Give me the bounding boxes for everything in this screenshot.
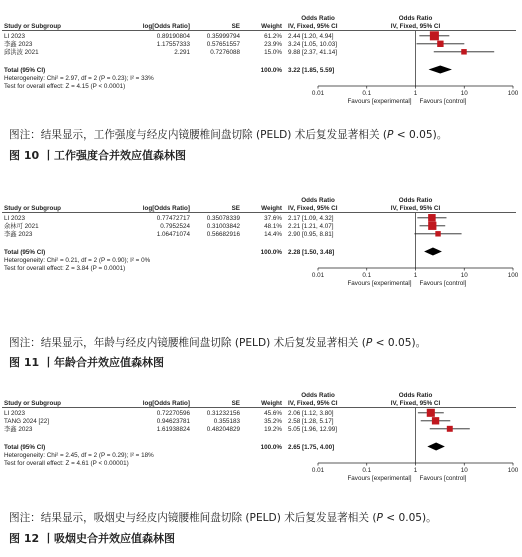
tick-label: 100 [507,90,519,97]
overall-effect: Test for overall effect: Z = 3.84 (P = 0.0001) [4,265,126,272]
study-log-or: 1.17557333 [156,41,190,48]
study-se: 0.31003842 [206,223,240,230]
pooled-diamond [424,248,442,256]
study-log-or: 1.06471074 [156,231,190,238]
heterogeneity: Heterogeneity: Chi² = 0.21, df = 2 (P = 0.90); I² = 0% [4,257,151,264]
caption-11 [9,336,514,351]
caption-p: P [387,129,394,141]
heterogeneity: Heterogeneity: Chi² = 2.97, df = 2 (P = 0.23); I² = 33% [4,75,154,82]
study-log-or: 0.89190804 [156,33,190,40]
study-name: TANG 2024 [22] [4,418,50,425]
study-se: 0.355183 [213,418,240,425]
study-ci: 2.17 [1.09, 4.32] [288,215,334,222]
tick-label: 0.01 [311,467,325,474]
study-weight: 48.1% [264,223,282,230]
total-weight: 100.0% [260,444,282,451]
study-weight: 15.0% [264,49,282,56]
caption-text: 图注：结果显示，年龄与经皮内镜腰椎间盘切除 (PELD) 术后复发显著相关 ( [9,337,366,349]
favours-left: Favours [experimental] [347,98,412,105]
total-label: Total (95% CI) [4,249,46,256]
study-ci: 2.58 [1.28, 5.17] [288,418,334,425]
heterogeneity: Heterogeneity: Chi² = 2.45, df = 2 (P = 0.29); I² = 18% [4,452,154,459]
study-se: 0.48204829 [206,426,240,433]
study-name: LI 2023 [4,33,26,40]
header-study: Study or Subgroup [4,400,62,407]
plot-header-method: IV, Fixed, 95% CI [390,400,441,407]
forest-plot-10 [0,14,522,124]
forest-plot-11 [0,196,522,306]
study-se: 0.35078339 [206,215,240,222]
plot-header-title: Odds Ratio [398,197,433,204]
study-name: 余林可 2021 [4,223,39,230]
tick-label: 0.1 [362,467,372,474]
effect-square [432,417,439,424]
overall-effect: Test for overall effect: Z = 4.15 (P < 0.0001) [4,83,126,90]
plot-header-title: Odds Ratio [398,392,433,399]
study-se: 0.7276088 [210,49,240,56]
study-ci: 2.44 [1.20, 4.94] [288,33,334,40]
plot-header-title: Odds Ratio [398,15,433,22]
total-ci: 2.65 [1.75, 4.00] [288,444,335,451]
study-name: LI 2023 [4,215,26,222]
study-se: 0.35999794 [206,33,240,40]
figure-title-12: 图 12 丨吸烟史合并效应值森林图 [9,532,175,545]
effect-square [447,426,453,432]
study-ci: 2.21 [1.21, 4.07] [288,223,334,230]
forest-figure-12 [0,391,522,501]
forest-figure-10 [0,14,522,124]
header-se: SE [231,205,240,212]
study-log-or: 1.61938824 [156,426,190,433]
study-log-or: 0.72270596 [156,410,190,417]
study-name: 李鑫 2023 [4,426,33,433]
header-or-method: IV, Fixed, 95% CI [288,23,338,30]
total-ci: 2.28 [1.50, 3.48] [288,249,335,256]
study-name: LI 2023 [4,410,26,417]
study-ci: 5.05 [1.96, 12.99] [288,426,338,433]
header-or-title: Odds Ratio [301,15,335,22]
total-weight: 100.0% [260,249,282,256]
forest-figure-11 [0,196,522,306]
tick-label: 1 [413,272,418,279]
tick-label: 100 [507,272,519,279]
study-ci: 2.06 [1.12, 3.80] [288,410,334,417]
header-or-title: Odds Ratio [301,197,335,204]
study-weight: 35.2% [264,418,282,425]
favours-right: Favours [control] [419,475,467,482]
caption-tail: < 0.05)。 [382,512,437,524]
header-se: SE [231,23,240,30]
study-log-or: 0.94623781 [156,418,190,425]
tick-label: 1 [413,90,418,97]
figure-title-10: 图 10 丨工作强度合并效应值森林图 [9,149,186,162]
header-study: Study or Subgroup [4,205,62,212]
header-se: SE [231,400,240,407]
plot-header-method: IV, Fixed, 95% CI [390,23,441,30]
caption-text: 图注：结果显示，吸烟史与经皮内镜腰椎间盘切除 (PELD) 术后复发显著相关 ( [9,512,377,524]
tick-label: 10 [460,467,468,474]
header-study: Study or Subgroup [4,23,62,30]
tick-label: 100 [507,467,519,474]
effect-square [428,214,436,222]
header-log-or: log[Odds Ratio] [142,400,190,407]
study-weight: 14.4% [264,231,282,238]
study-log-or: 0.77472717 [156,215,190,222]
header-log-or: log[Odds Ratio] [142,205,190,212]
study-weight: 19.2% [264,426,282,433]
tick-label: 0.01 [311,272,325,279]
tick-label: 0.1 [362,272,372,279]
tick-label: 1 [413,467,418,474]
study-ci: 3.24 [1.05, 10.03] [288,41,338,48]
effect-square [435,231,440,236]
header-weight: Weight [261,23,282,30]
total-label: Total (95% CI) [4,444,46,451]
figure-title-11: 图 11 丨年龄合并效应值森林图 [9,356,164,369]
effect-square [461,49,466,54]
favours-right: Favours [control] [419,98,467,105]
forest-plot-12 [0,391,522,501]
study-ci: 9.88 [2.37, 41.14] [288,49,338,56]
study-weight: 61.2% [264,33,282,40]
study-name: 李鑫 2023 [4,231,33,238]
study-weight: 45.6% [264,410,282,417]
study-ci: 2.90 [0.95, 8.81] [288,231,334,238]
study-weight: 23.9% [264,41,282,48]
favours-right: Favours [control] [419,280,467,287]
study-se: 0.57651557 [206,41,240,48]
total-ci: 3.22 [1.85, 5.59] [288,67,335,74]
effect-square [428,222,436,230]
caption-p: P [365,337,373,349]
caption-tail: < 0.05)。 [393,129,448,141]
study-name: 李鑫 2023 [4,41,33,48]
caption-10 [9,128,514,143]
header-weight: Weight [261,205,282,212]
header-or-title: Odds Ratio [301,392,335,399]
caption-12 [9,511,514,526]
pooled-diamond [427,443,445,451]
overall-effect: Test for overall effect: Z = 4.61 (P < 0.00001) [4,460,129,467]
header-log-or: log[Odds Ratio] [142,23,190,30]
effect-square [430,31,439,40]
tick-label: 10 [460,272,468,279]
favours-left: Favours [experimental] [347,280,412,287]
tick-label: 10 [460,90,468,97]
study-log-or: 2.291 [174,49,190,56]
total-weight: 100.0% [260,67,282,74]
study-log-or: 0.7952524 [160,223,190,230]
study-weight: 37.6% [264,215,282,222]
pooled-diamond [429,66,452,74]
header-or-method: IV, Fixed, 95% CI [288,400,338,407]
tick-label: 0.1 [362,90,372,97]
study-se: 0.31232156 [206,410,240,417]
caption-tail: < 0.05)。 [372,337,427,349]
plot-header-method: IV, Fixed, 95% CI [390,205,441,212]
total-label: Total (95% CI) [4,67,46,74]
caption-text: 图注：结果显示，工作强度与经皮内镜腰椎间盘切除 (PELD) 术后复发显著相关 ( [9,129,388,141]
study-se: 0.56682916 [206,231,240,238]
caption-p: P [376,512,383,524]
favours-left: Favours [experimental] [347,475,412,482]
study-name: 邱洪波 2021 [4,49,39,56]
header-or-method: IV, Fixed, 95% CI [288,205,338,212]
header-weight: Weight [261,400,282,407]
effect-square [437,41,443,47]
tick-label: 0.01 [311,90,325,97]
effect-square [427,409,435,417]
